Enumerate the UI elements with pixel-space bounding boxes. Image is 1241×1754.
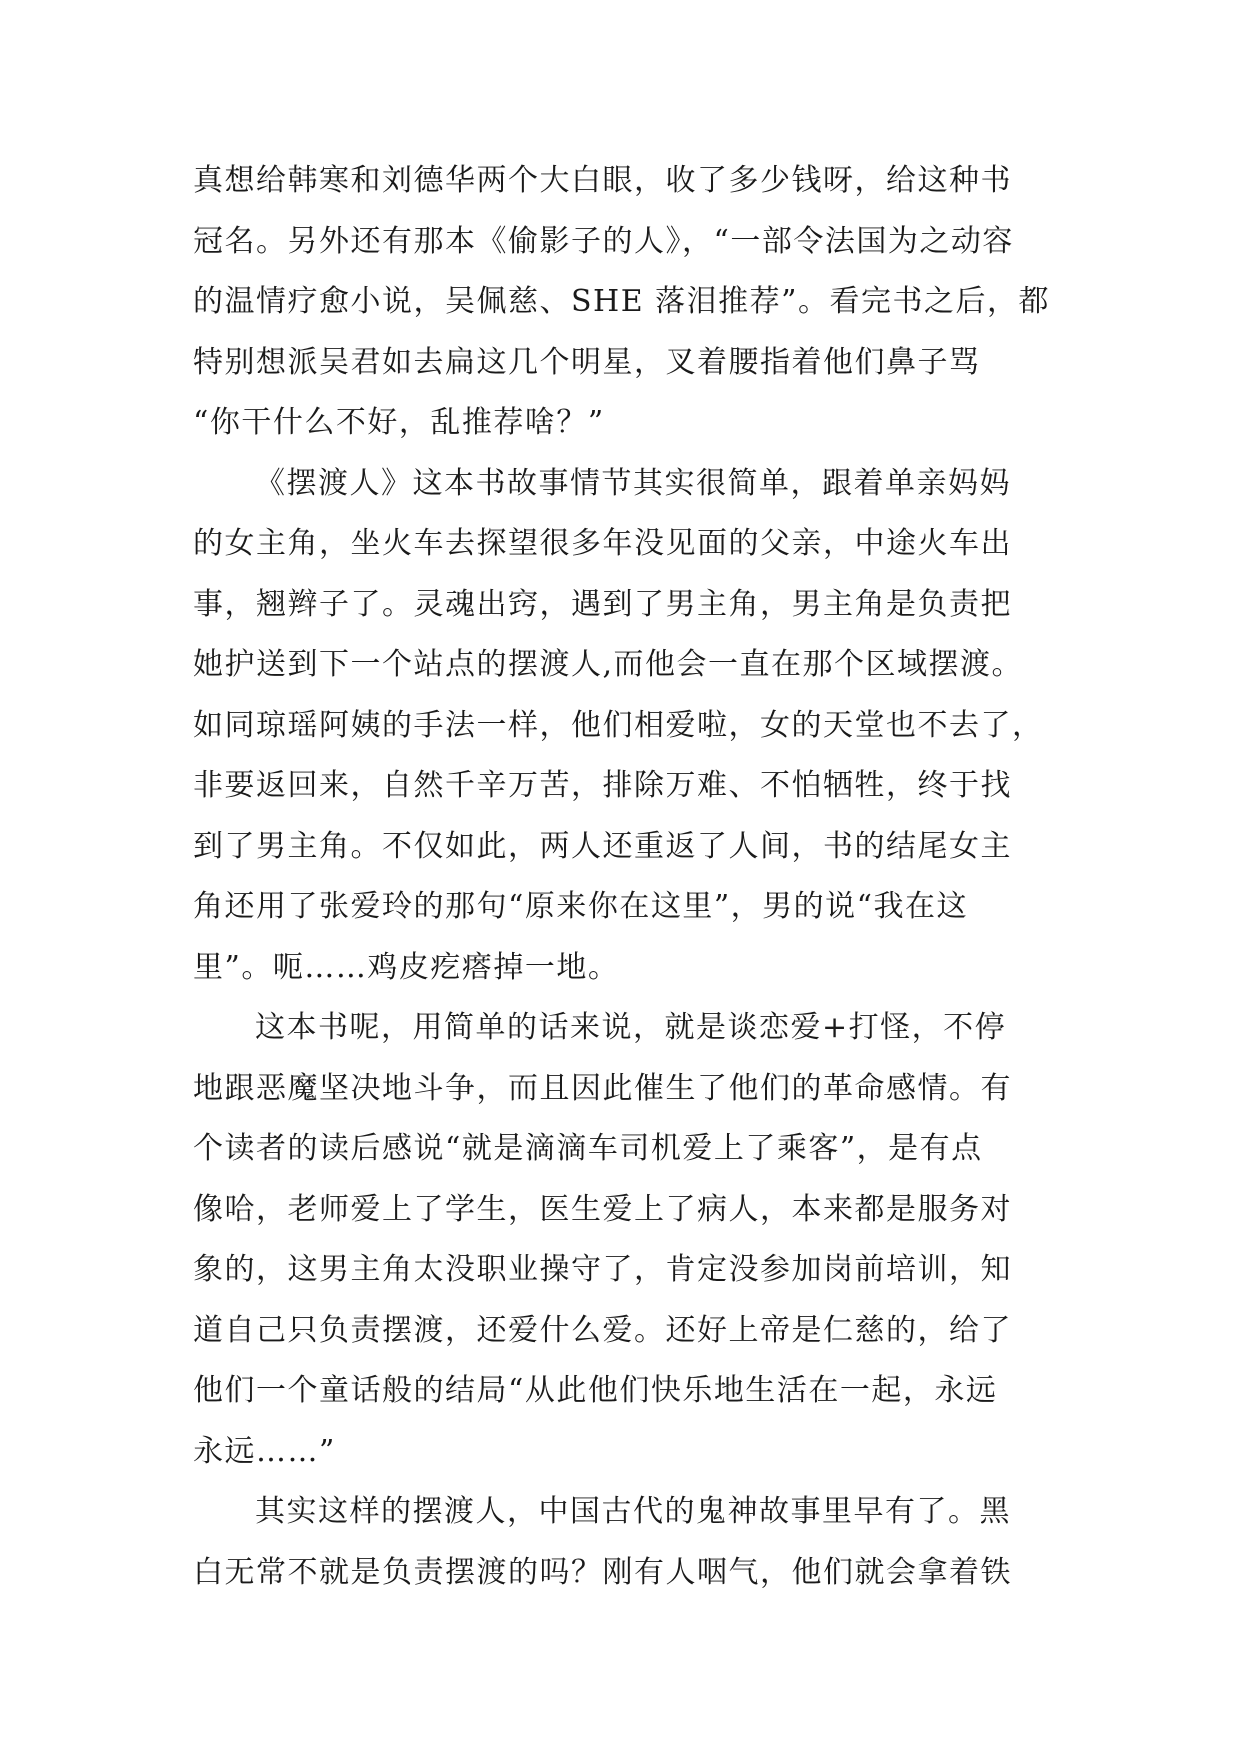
paragraph-first-line: 这本书呢，用简单的话来说，就是谈恋爱+打怪，不停 [255,1010,1007,1045]
text-line: 道自己只负责摆渡，还爱什么爱。还好上帝是仁慈的，给了 [193,1312,1012,1348]
text-line: 白无常不就是负责摆渡的吗？刚有人咽气，他们就会拿着铁 [193,1554,1012,1590]
text-line: 永远……” [193,1433,336,1469]
paragraph-first-line: 其实这样的摆渡人，中国古代的鬼神故事里早有了。黑 [255,1494,1011,1529]
text-line: 非要返回来，自然千辛万苦，排除万难、不怕牺牲，终于找 [193,768,1012,803]
text-line: 的女主角，坐火车去探望很多年没见面的父亲，中途火车出 [193,526,1012,561]
text-line: 象的，这男主角太没职业操守了，肯定没参加岗前培训，知 [193,1252,1012,1287]
text-line: 冠名。另外还有那本《偷影子的人》，“一部令法国为之动容 [193,223,1014,259]
text-line: 的温情疗愈小说，吴佩慈、SHE 落泪推荐”。看完书之后，都 [193,284,1050,319]
paragraph-first-line: 《摆渡人》这本书故事情节其实很简单，跟着单亲妈妈 [255,465,1011,501]
text-line: 地跟恶魔坚决地斗争，而且因此催生了他们的革命感情。有 [193,1070,1012,1106]
text-line: 真想给韩寒和刘德华两个大白眼，收了多少钱呀，给这种书 [193,163,1012,198]
text-line: 他们一个童话般的结局“从此他们快乐地生活在一起，永远 [193,1373,998,1408]
text-line: 她护送到下一个站点的摆渡人,而他会一直在那个区域摆渡。 [193,647,1024,682]
text-line: 个读者的读后感说“就是滴滴车司机爱上了乘客”，是有点 [193,1131,983,1166]
document-body [193,151,1053,1603]
text-line: 里”。呃……鸡皮疙瘩掉一地。 [193,949,620,985]
text-line: 到了男主角。不仅如此，两人还重返了人间，书的结尾女主 [193,828,1012,864]
text-line: 事，翘辫子了。灵魂出窍，遇到了男主角，男主角是负责把 [193,586,1012,622]
text-line: 如同琼瑶阿姨的手法一样，他们相爱啦，女的天堂也不去了， [193,707,1044,743]
text-line: “你干什么不好，乱推荐啥？” [193,405,605,440]
text-line: 像哈，老师爱上了学生，医生爱上了病人，本来都是服务对 [193,1191,1012,1227]
text-line: 角还用了张爱玲的那句“原来你在这里”，男的说“我在这 [193,889,969,924]
text-line: 特别想派吴君如去扁这几个明星，叉着腰指着他们鼻子骂 [193,344,981,380]
